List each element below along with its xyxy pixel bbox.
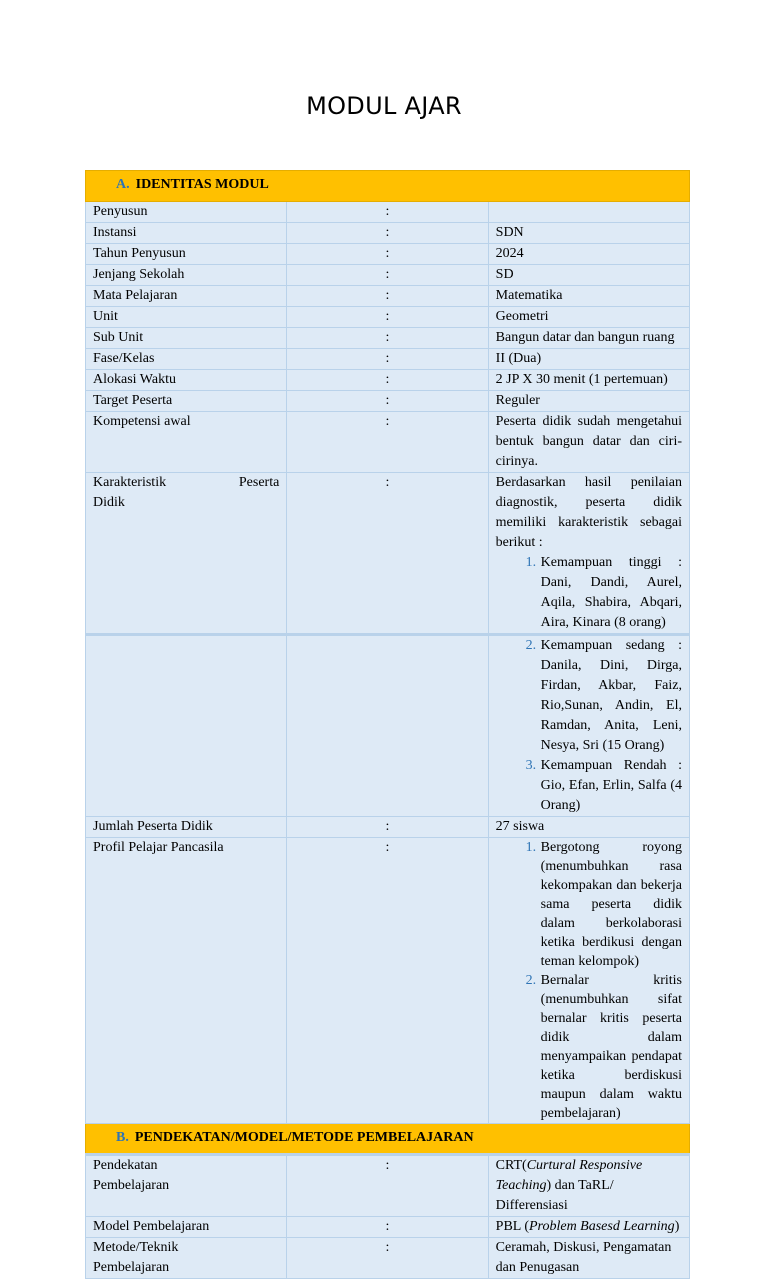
row-karakteristik-continued [86,635,690,817]
row-sub-unit [86,328,690,349]
row-value [488,1217,689,1238]
row-tahun-penyusun [86,244,690,265]
row-colon: : [287,244,488,265]
label-word: Karakteristik [93,475,167,490]
list-item: 2. Bernalar kritis (menumbuhkan sifat bernalar kritis peserta didik dalam menyampaikan pendapat ketika berdiskusi maupun dalam waktu pembelajaran) [540,971,682,1123]
row-model [86,1217,690,1238]
row-value [488,838,689,1124]
identity-table [85,170,690,1279]
value-text: ) dan TaRL/ Differensiasi [495,1178,614,1213]
row-kompetensi-awal [86,412,690,473]
row-value [488,1155,689,1217]
list-item: 1. Kemampuan tinggi : Dani, Dandi, Aurel, Aqila, Shabira, Abqari, Aira, Kinara (8 orang) [540,553,682,633]
row-label [86,1155,287,1217]
row-label: Instansi [86,223,287,244]
row-value [488,202,689,223]
row-colon: : [287,412,488,473]
section-b-cell [86,1124,690,1155]
section-b-header [86,1124,690,1155]
row-value: 2024 [488,244,689,265]
row-pendekatan [86,1155,690,1217]
row-label: Fase/Kelas [86,349,287,370]
row-label: Sub Unit [86,328,287,349]
row-fase-kelas [86,349,690,370]
section-b-letter: B. [116,1130,129,1145]
row-colon: : [287,370,488,391]
row-value: SDN [488,223,689,244]
row-value: Reguler [488,391,689,412]
row-karakteristik [86,473,690,635]
row-metode [86,1238,690,1279]
label-line: Pembelajaran [93,1260,170,1275]
row-colon: : [287,307,488,328]
row-value: Matematika [488,286,689,307]
section-a-label: IDENTITAS MODUL [135,177,269,192]
row-colon: : [287,265,488,286]
row-label: Kompetensi awal [86,412,287,473]
profil-list [496,838,682,1123]
document-title: MODUL AJAR [306,92,462,120]
row-colon: : [287,473,488,635]
row-colon: : [287,202,488,223]
section-a-header [86,171,690,202]
row-jenjang-sekolah [86,265,690,286]
row-colon: : [287,838,488,1124]
value-italic: Curtural Responsive Teaching [495,1158,643,1193]
value-italic: Problem Basesd Learning [528,1219,675,1234]
row-label: Tahun Penyusun [86,244,287,265]
row-colon: : [287,286,488,307]
row-value: Bangun datar dan bangun ruang [488,328,689,349]
row-value: Ceramah, Diskusi, Pengamatan dan Penugasan [488,1238,689,1279]
label-line: Metode/Teknik [93,1240,179,1255]
section-a-cell [86,171,690,202]
row-label [86,1238,287,1279]
row-label: Profil Pelajar Pancasila [86,838,287,1124]
row-profil-pelajar [86,838,690,1124]
row-colon: : [287,349,488,370]
row-value [488,473,689,635]
label-word: Didik [93,495,125,510]
row-label: Model Pembelajaran [86,1217,287,1238]
row-colon: : [287,1238,488,1279]
row-colon: : [287,223,488,244]
row-unit [86,307,690,328]
row-colon [287,635,488,817]
row-label: Target Peserta [86,391,287,412]
section-b-label: PENDEKATAN/MODEL/METODE PEMBELAJARAN [134,1130,474,1145]
row-value: Geometri [488,307,689,328]
row-label [86,473,287,635]
row-mata-pelajaran [86,286,690,307]
label-line: Pendekatan [93,1158,158,1173]
list-item: 3. Kemampuan Rendah : Gio, Efan, Erlin, Salfa (4 Orang) [540,756,682,816]
row-value: SD [488,265,689,286]
list-item: 2. Kemampuan sedang : Danila, Dini, Dirga, Firdan, Akbar, Faiz, Rio,Sunan, Andin, El, Ramdan, Anita, Leni, Nesya, Sri (15 Orang) [540,636,682,756]
row-colon: : [287,1155,488,1217]
row-colon: : [287,817,488,838]
value-text: ) [674,1219,680,1234]
karakteristik-list-continued [496,636,682,816]
row-label: Penyusun [86,202,287,223]
label-word: Peserta [238,475,280,490]
row-label: Jenjang Sekolah [86,265,287,286]
list-item: 1. Bergotong royong (menumbuhkan rasa kekompakan dan bekerja sama peserta didik dalam berkolaborasi ketika berdikusi dengan teman kelompok) [540,838,682,971]
row-value: 2 JP X 30 menit (1 pertemuan) [488,370,689,391]
row-colon: : [287,1217,488,1238]
row-jumlah-peserta [86,817,690,838]
row-colon: : [287,391,488,412]
row-value: Peserta didik sudah mengetahui bentuk bangun datar dan ciri-cirinya. [488,412,689,473]
row-alokasi-waktu [86,370,690,391]
row-penyusun [86,202,690,223]
row-value [488,635,689,817]
row-label: Jumlah Peserta Didik [86,817,287,838]
value-text: PBL ( [495,1219,529,1234]
row-label [86,635,287,817]
section-a-letter: A. [116,177,130,192]
label-line [93,473,279,493]
row-value: II (Dua) [488,349,689,370]
row-label: Unit [86,307,287,328]
label-line: Pembelajaran [93,1178,170,1193]
row-target-peserta [86,391,690,412]
karakteristik-list [496,553,682,633]
row-label: Mata Pelajaran [86,286,287,307]
row-value: 27 siswa [488,817,689,838]
value-text: CRT( [495,1158,527,1173]
row-colon: : [287,328,488,349]
row-label: Alokasi Waktu [86,370,287,391]
karakteristik-intro: Berdasarkan hasil penilaian diagnostik, peserta didik memiliki karakteristik sebagai berikut : [495,475,682,550]
row-instansi [86,223,690,244]
